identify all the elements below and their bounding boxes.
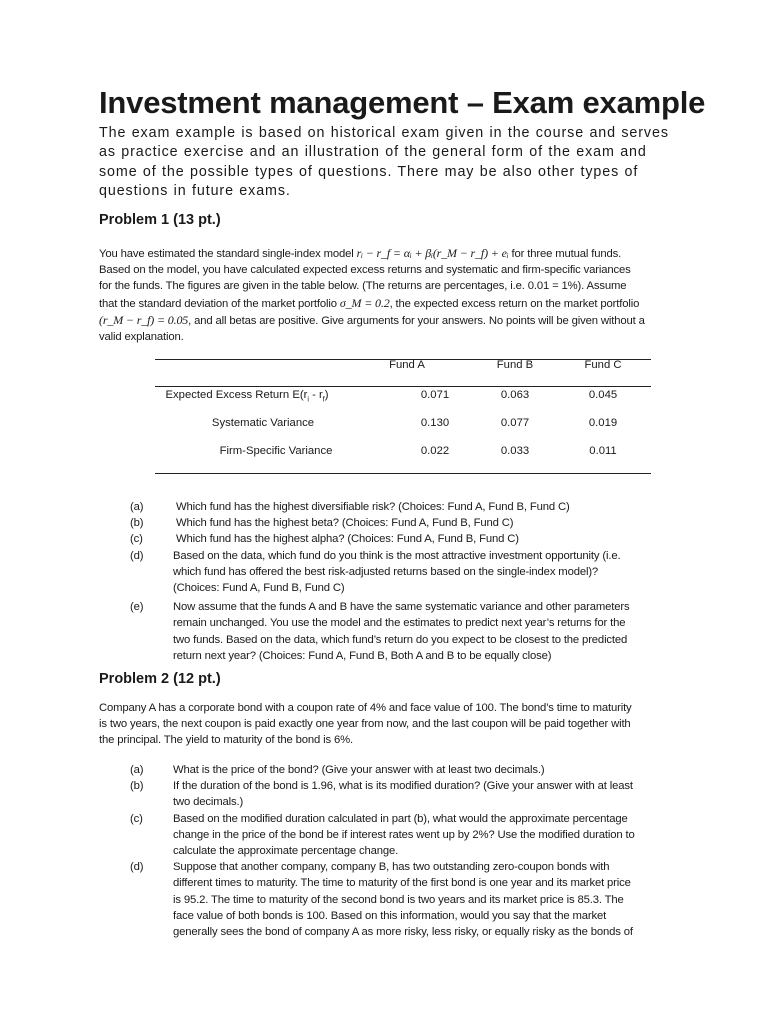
question-item xyxy=(99,531,674,547)
row-label: Firm-Specific Variance xyxy=(219,445,333,457)
question-line: Suppose that another company, company B, has two outstanding zero-coupon bonds with xyxy=(173,861,610,874)
paragraph-line: valid explanation. xyxy=(99,331,184,344)
fund-table xyxy=(155,357,651,475)
problem2-questions xyxy=(99,762,674,940)
question-text xyxy=(176,531,674,547)
question-line: remain unchanged. You use the model and the estimates to predict next year’s returns for the xyxy=(173,617,626,630)
question-item xyxy=(99,548,674,597)
question-line: is 95.2. The time to maturity of the second bond is two years and its market price is 85.3. The xyxy=(173,893,624,906)
text-fragment: You have estimated the standard single-index model xyxy=(99,248,357,260)
market-excess-formula: (r_M − r_f) = 0.05 xyxy=(99,312,189,327)
question-label: (c) xyxy=(130,812,143,825)
column-header: Fund C xyxy=(584,359,622,371)
table-cell: 0.019 xyxy=(588,417,618,429)
text-fragment: , the expected excess return on the market portfolio xyxy=(389,297,640,310)
question-line: two decimals.) xyxy=(173,796,244,809)
problem1-heading: Problem 1 (13 pt.) xyxy=(99,212,221,228)
question-text xyxy=(173,859,674,940)
question-label: (d) xyxy=(130,861,144,874)
question-line: Which fund has the highest diversifiable risk? (Choices: Fund A, Fund B, Fund C) xyxy=(176,501,570,513)
question-line: calculate the approximate percentage change. xyxy=(173,845,399,858)
table-cell: 0.071 xyxy=(420,389,450,401)
question-line: (Choices: Fund A, Fund B, Fund C) xyxy=(173,582,345,595)
question-text xyxy=(173,811,674,860)
subscript: i xyxy=(307,396,309,404)
table-cell: 0.022 xyxy=(420,445,450,457)
row-label: Systematic Variance xyxy=(211,417,315,429)
column-header: Fund A xyxy=(389,359,425,371)
label-fragment: ) xyxy=(324,389,329,401)
paragraph-line xyxy=(99,312,674,329)
problem2-heading: Problem 2 (12 pt.) xyxy=(99,671,221,687)
question-line: return next year? (Choices: Fund A, Fund B, Both A and B to be equally close) xyxy=(173,649,552,662)
text-fragment: that the standard deviation of the market portfolio xyxy=(99,297,340,310)
question-line: which fund has offered the best risk-adjusted returns based on the single-index model)? xyxy=(173,565,599,578)
question-text xyxy=(176,499,674,515)
problem2-paragraph xyxy=(99,700,674,749)
table-cell: 0.063 xyxy=(500,389,530,401)
question-label: (d) xyxy=(130,549,144,562)
table-cell: 0.045 xyxy=(588,389,618,401)
paragraph-line: Based on the model, you have calculated expected excess returns and systematic and firm-specific variances xyxy=(99,264,631,277)
paragraph-line xyxy=(99,295,674,312)
intro-paragraph xyxy=(99,124,671,202)
question-text xyxy=(173,599,674,664)
question-text xyxy=(176,515,674,531)
row-label xyxy=(166,388,329,407)
question-item xyxy=(99,762,674,778)
question-line: Which fund has the highest alpha? (Choices: Fund A, Fund B, Fund C) xyxy=(176,533,519,546)
paragraph-line xyxy=(99,245,674,262)
intro-line: as practice exercise and an illustration of the general form of the exam and xyxy=(99,144,647,161)
text-fragment: , and all betas are positive. Give arguments for your answers. No points will be given without a xyxy=(188,314,645,327)
intro-line: questions in future exams. xyxy=(99,183,291,200)
table-cell: 0.077 xyxy=(500,417,530,429)
question-item xyxy=(99,859,674,940)
text-fragment: for three mutual funds. xyxy=(508,248,622,260)
question-label: (c) xyxy=(130,533,143,546)
question-text xyxy=(173,778,674,810)
question-text xyxy=(173,762,674,778)
question-item xyxy=(99,778,674,810)
question-item xyxy=(99,599,674,664)
paragraph-line: Company A has a corporate bond with a coupon rate of 4% and face value of 100. The bond’s time to maturity xyxy=(99,702,632,714)
question-label: (e) xyxy=(130,601,144,614)
question-item xyxy=(99,515,674,531)
question-text xyxy=(173,548,674,597)
label-fragment: Expected Excess Return E(r xyxy=(165,389,308,401)
question-line: Now assume that the funds A and B have the same systematic variance and other parameters xyxy=(173,601,630,614)
paragraph-line: is two years, the next coupon is paid exactly one year from now, and the last coupon will be paid together with xyxy=(99,718,631,731)
table-cell: 0.130 xyxy=(420,417,450,429)
question-line: different times to maturity. The time to maturity of the first bond is one year and its market price xyxy=(173,877,631,890)
label-fragment: - r xyxy=(308,389,323,401)
page-title: Investment management – Exam example xyxy=(99,85,706,120)
question-label: (b) xyxy=(130,517,144,530)
table-rule-mid xyxy=(155,386,651,387)
question-label: (a) xyxy=(130,764,144,776)
question-line: Based on the data, which fund do you think is the most attractive investment opportunity (i.e. xyxy=(173,549,621,562)
question-line: Based on the modified duration calculated in part (b), what would the approximate percentage xyxy=(173,812,628,825)
table-cell: 0.033 xyxy=(500,445,530,457)
market-sd-formula: σ_M = 0.2 xyxy=(339,295,390,310)
question-line: If the duration of the bond is 1.96, what is its modified duration? (Give your answer with at least xyxy=(173,780,633,793)
question-item xyxy=(99,499,674,515)
question-line: two funds. Based on the data, which fund’s return do you expect to be closest to the predicted xyxy=(173,633,628,646)
problem1-questions xyxy=(99,499,674,664)
question-line: change in the price of the bond be if interest rates went up by 2%? Use the modified duration to xyxy=(173,828,635,841)
question-label: (a) xyxy=(130,501,144,513)
model-formula: rᵢ − r_f = αᵢ + βᵢ(r_M − r_f) + eᵢ xyxy=(356,246,509,260)
question-item xyxy=(99,811,674,860)
paragraph-line: for the funds. The figures are given in the table below. (The returns are percentages, i.e. 0.01 = 1%). Assume xyxy=(99,280,627,293)
question-line: generally sees the bond of company A as more risky, less risky, or equally risky as the bonds of xyxy=(173,926,633,939)
problem1-paragraph xyxy=(99,245,674,345)
paragraph-line: the principal. The yield to maturity of the bond is 6%. xyxy=(99,734,354,747)
question-line: Which fund has the highest beta? (Choices: Fund A, Fund B, Fund C) xyxy=(176,517,514,530)
intro-line: some of the possible types of questions. There may be also other types of xyxy=(99,163,639,180)
table-rule-bottom xyxy=(155,473,651,474)
subscript: f xyxy=(322,396,325,404)
question-line: What is the price of the bond? (Give your answer with at least two decimals.) xyxy=(173,764,545,776)
column-header: Fund B xyxy=(496,359,534,371)
question-line: face value of both bonds is 100. Based on this information, would you say that the market xyxy=(173,909,607,922)
intro-line: The exam example is based on historical exam given in the course and serves xyxy=(99,125,669,141)
table-cell: 0.011 xyxy=(589,445,617,457)
question-label: (b) xyxy=(130,780,144,793)
